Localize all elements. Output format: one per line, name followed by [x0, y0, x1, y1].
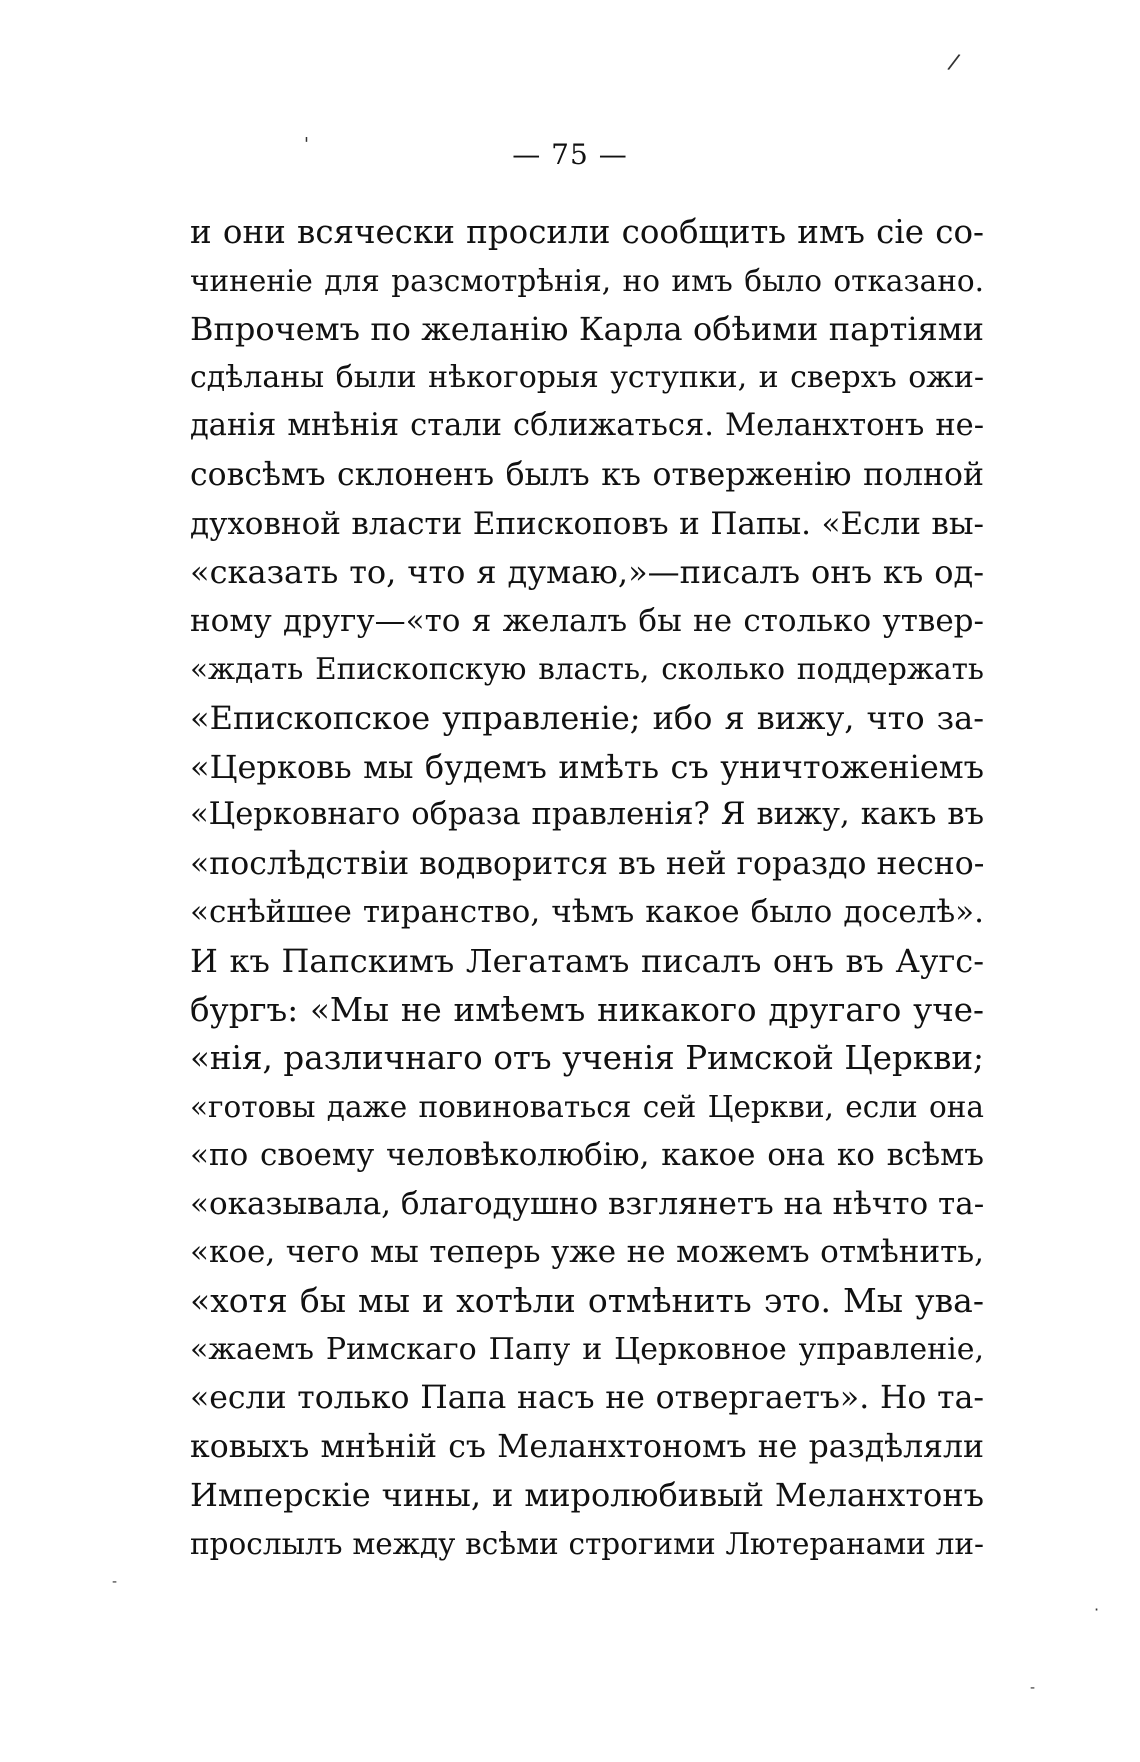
text-line: духовной власти Епископовъ и Папы. «Если вы- — [190, 505, 984, 542]
scan-speck: - — [1030, 1680, 1036, 1696]
text-line: совсѣмъ склоненъ былъ къ отверженію полной — [190, 456, 984, 493]
text-line: «оказывала, благодушно взглянетъ на нѣчто та- — [190, 1185, 984, 1222]
text-line: бургъ: «Мы не имѣемъ никакого другаго уче- — [190, 990, 984, 1029]
text-line: ному другу—«то я желалъ бы не столько утвер- — [190, 602, 984, 639]
text-line: «жаемъ Римскаго Папу и Церковное управленіе, — [190, 1331, 984, 1367]
text-line: «кое, чего мы теперь уже не можемъ отмѣнить, — [190, 1234, 984, 1271]
text-line: и они всячески просили сообщить имъ сіе со- — [190, 213, 984, 251]
page-number: — 75 — — [512, 138, 628, 171]
text-line: Имперскіе чины, и миролюбивый Меланхтонъ — [190, 1476, 984, 1515]
body-text — [190, 208, 984, 1569]
text-line: «ждать Епископскую власть, сколько поддержать — [190, 652, 984, 687]
text-line: данія мнѣнія стали сближаться. Меланхтонъ не- — [190, 408, 984, 444]
scan-speck: ' — [304, 134, 309, 155]
text-line: «хотя бы мы и хотѣли отмѣнить это. Мы ува- — [190, 1281, 984, 1321]
text-line: «Церковь мы будемъ имѣть съ уничтоженіемъ — [190, 747, 984, 786]
text-line: «если только Папа насъ не отвергаетъ». Но та- — [190, 1380, 984, 1417]
text-line: сдѣланы были нѣкогорыя уступки, и сверхъ ожи- — [190, 359, 984, 395]
scan-speck: · — [1094, 1600, 1100, 1619]
text-line: «по своему человѣколюбію, какое она ко всѣмъ — [190, 1137, 984, 1174]
text-line: «снѣйшее тиранство, чѣмъ какое было доселѣ». — [190, 894, 984, 931]
text-line: И къ Папскимъ Легатамъ писалъ онъ въ Аугс- — [190, 941, 984, 980]
text-line: «сказать то, что я думаю,»—писалъ онъ къ од- — [190, 553, 984, 592]
scan-speck: - — [112, 1574, 118, 1590]
text-line: «Церковнаго образа правленія? Я вижу, какъ въ — [190, 797, 984, 833]
text-line: ковыхъ мнѣній съ Меланхтономъ не раздѣляли — [190, 1428, 984, 1465]
scan-speck: / — [945, 49, 962, 76]
text-line: чиненіе для разсмотрѣнія, но имъ было отказано. — [190, 263, 984, 298]
text-line: Впрочемъ по желанію Карла обѣими партіями — [190, 310, 984, 349]
text-line: прослылъ между всѣми строгими Лютеранами ли- — [190, 1527, 984, 1562]
text-line: «послѣдствіи водворится въ ней гораздо несно- — [190, 845, 984, 882]
text-line: «готовы даже повиноваться сей Церкви, если она — [190, 1089, 984, 1124]
text-line: «Епископское управленіе; ибо я вижу, что за- — [190, 698, 984, 737]
text-line: «нія, различнаго отъ ученія Римской Церкви; — [190, 1039, 984, 1078]
